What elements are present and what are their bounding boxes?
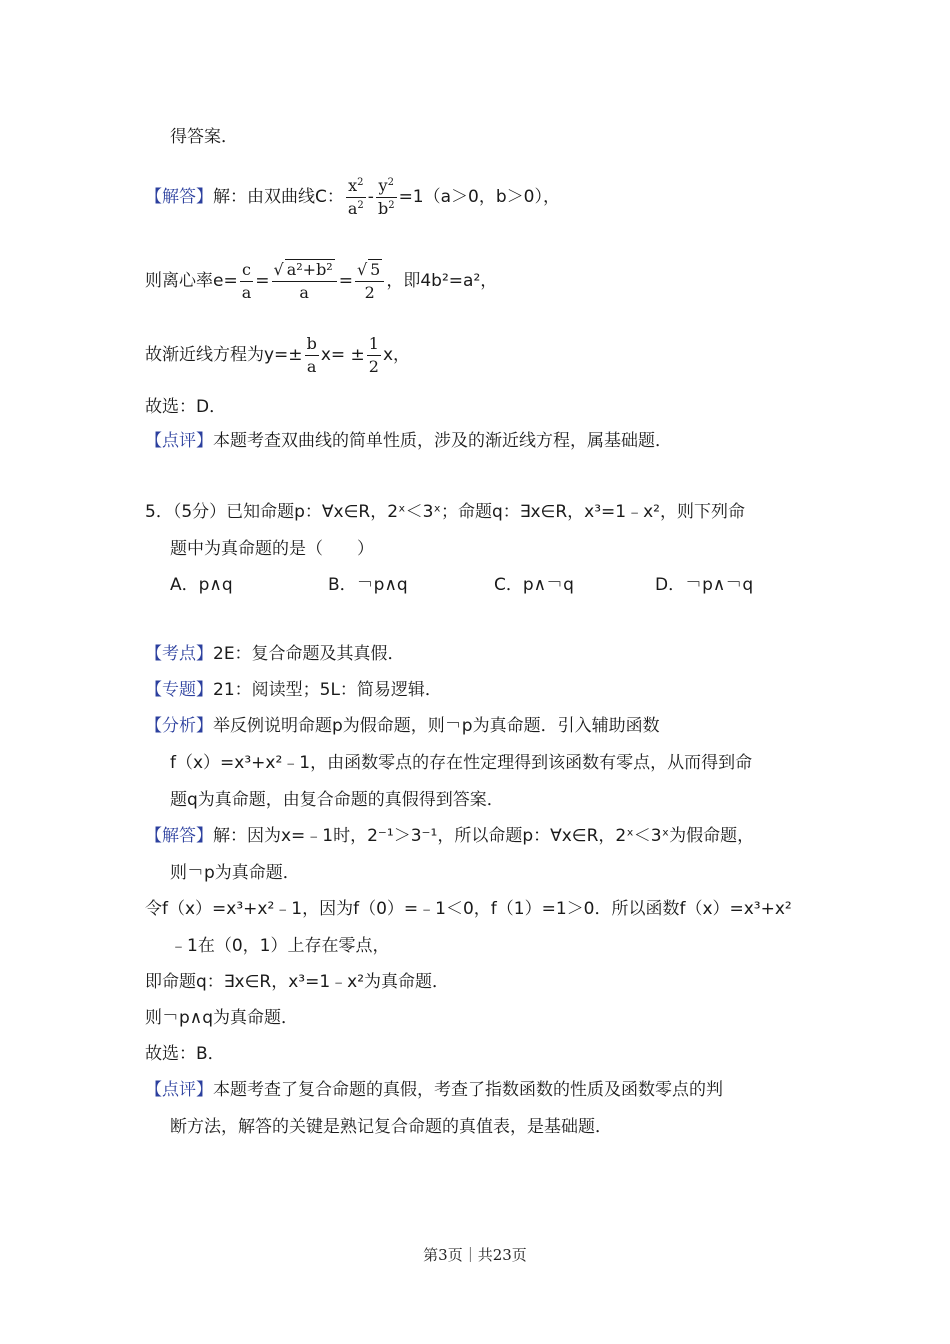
solution-tag: 【解答】: [145, 187, 213, 207]
q4-solution-line-4: 故选：D．: [145, 397, 227, 417]
page-footer: 第3页｜共23页: [423, 1246, 527, 1264]
fraction-1-2: $\frac{1}{2}$: [368, 333, 379, 376]
q5-solution-line-2: 则￢p为真命题．: [170, 863, 300, 883]
text: 本题考查了复合命题的真假，考查了指数函数的性质及函数零点的判: [213, 1080, 723, 1100]
solution-tag: 【解答】: [145, 826, 213, 846]
fraction-b-a: $\frac{b}{a}$: [306, 333, 317, 376]
text: x= ±: [320, 345, 365, 365]
q4-comment: [145, 430, 672, 452]
q4-solution-line-1: [145, 172, 560, 222]
q5-solution-line-4: ﹣1在（0，1）上存在零点，: [170, 936, 390, 956]
q5-comment-line-2: 断方法，解答的关键是熟记复合命题的真值表，是基础题．: [170, 1117, 612, 1137]
q5-point: [145, 643, 405, 665]
text: 21：阅读型；5L：简易逻辑．: [213, 680, 442, 700]
fraction-y2-b2: $\frac{y^2}{b^2}$: [377, 175, 395, 218]
text: 本题考查双曲线的简单性质，涉及的渐近线方程，属基础题．: [213, 431, 672, 451]
q5-analysis-line-2: f（x）=x³+x²﹣1，由函数零点的存在性定理得到该函数有零点，从而得到命: [170, 753, 753, 773]
q4-solution-line-3: [145, 330, 410, 380]
q5-stem-line-2: 题中为真命题的是（ ）: [170, 539, 374, 559]
point-tag: 【考点】: [145, 644, 213, 664]
option-b: B．￢p∧q: [328, 575, 408, 595]
q5-solution-line-5: 即命题q：∃x∈R，x³=1﹣x²为真命题．: [145, 972, 450, 992]
text: =1（a＞0，b＞0），: [398, 187, 560, 207]
comment-tag: 【点评】: [145, 431, 213, 451]
text: 举反例说明命题p为假命题，则￢p为真命题．引入辅助函数: [213, 716, 660, 736]
analysis-tag: 【分析】: [145, 716, 213, 736]
q5-comment-line-1: [145, 1079, 723, 1101]
fraction-sqrt5-over-2: $\frac{√ 5}{2}$: [355, 259, 384, 303]
comment-tag: 【点评】: [145, 1080, 213, 1100]
q5-topic: [145, 679, 442, 701]
text: 解：由双曲线C：: [213, 187, 344, 207]
option-a: A．p∧q: [170, 575, 233, 595]
text: ，即4b²=a²，: [386, 271, 498, 291]
fraction-c-a: $\frac{c}{a}$: [241, 259, 252, 302]
option-c: C．p∧￢q: [494, 575, 574, 595]
topic-tag: 【专题】: [145, 680, 213, 700]
fraction-sqrt-over-a: $\frac{\text{√ a²+b²}}{a}$: [272, 259, 337, 303]
q5-solution-line-6: 则￢p∧q为真命题．: [145, 1008, 299, 1028]
q5-solution-line-1: [145, 825, 754, 847]
fraction-x2-a2: $\frac{x^2}{a^2}$: [347, 175, 364, 218]
option-d: D．￢p∧￢q: [655, 575, 754, 595]
q5-stem-line-1: 5．（5分）已知命题p：∀x∈R，2ˣ＜3ˣ；命题q：∃x∈R，x³=1﹣x²，则下列命: [145, 502, 745, 522]
carryover-line: 得答案．: [170, 127, 238, 147]
q5-solution-line-3: 令f（x）=x³+x²﹣1，因为f（0）=﹣1＜0，f（1）=1＞0．所以函数f（x）=x³+x²: [145, 899, 792, 919]
text: x，: [382, 345, 411, 365]
q5-solution-line-7: 故选：B．: [145, 1044, 225, 1064]
q5-analysis-line-1: [145, 715, 660, 737]
q4-solution-line-2: 则离心率e= $\frac{c}{a}$ = $\frac{\text{√ a²+b²}}{a}$ = $\frac{√ 5}{2}$ ，即4b²=a²，: [145, 259, 498, 302]
minus-sign: -: [367, 187, 374, 207]
text: 2E：复合命题及其真假．: [213, 644, 405, 664]
text: 则离心率e=: [145, 271, 238, 291]
text: 故渐近线方程为y=±: [145, 345, 303, 365]
text: 解：因为x=﹣1时，2⁻¹＞3⁻¹，所以命题p：∀x∈R，2ˣ＜3ˣ为假命题，: [213, 826, 755, 846]
q5-analysis-line-3: 题q为真命题，由复合命题的真假得到答案．: [170, 790, 504, 810]
